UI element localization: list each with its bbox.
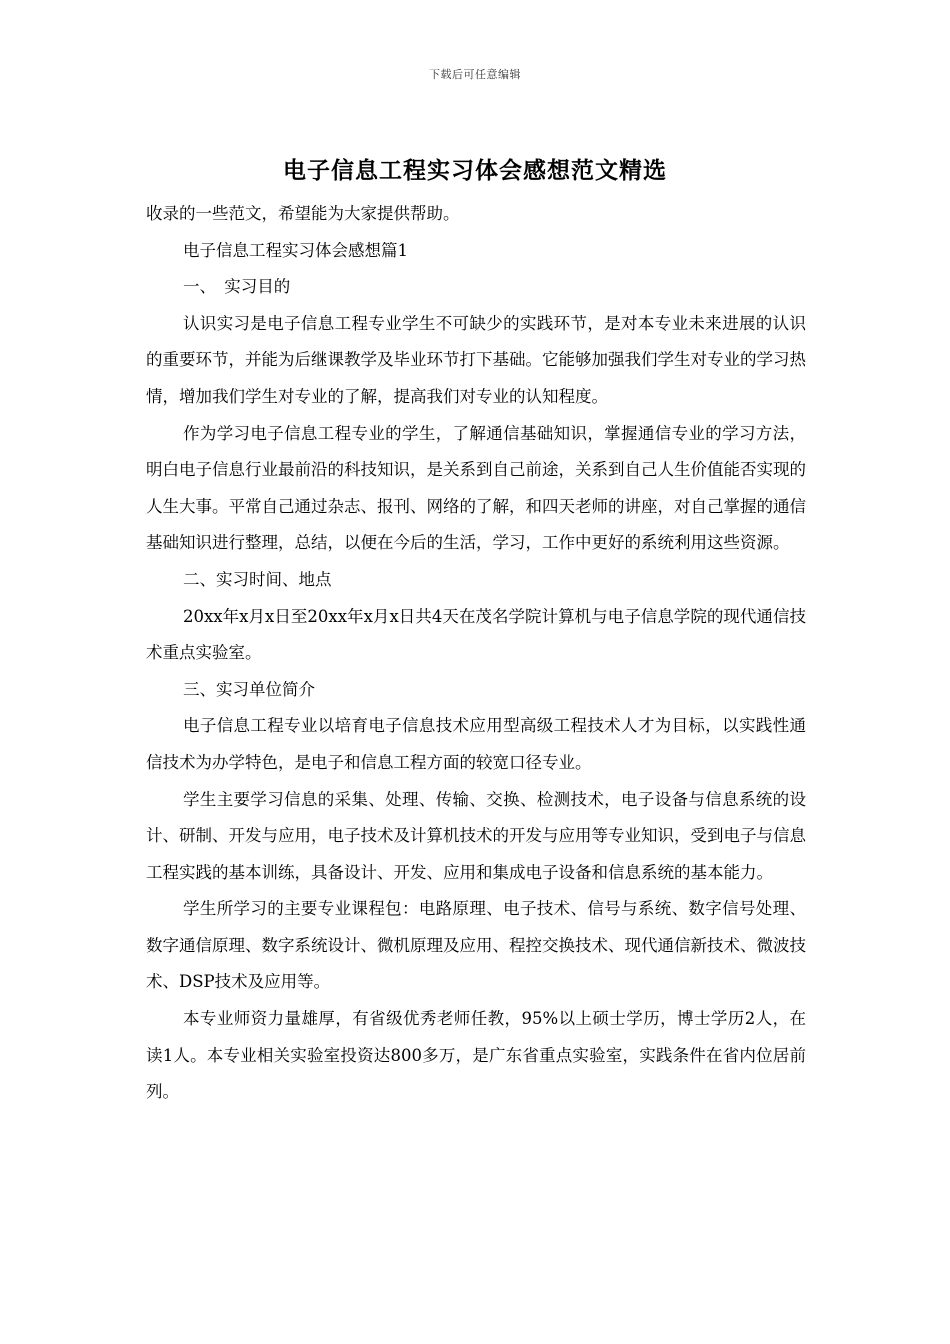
section-heading-unit-intro: 三、实习单位简介 [183, 679, 315, 699]
article-heading: 电子信息工程实习体会感想篇1 [183, 240, 408, 260]
section-heading-purpose: 一、 实习目的 [183, 277, 291, 297]
document-body [146, 196, 806, 1111]
paragraph: 20xx年x月x日至20xx年x月x日共4天在茂名学院计算机与电子信息学院的现代通信技术重点实验室。 [146, 606, 806, 663]
paragraph: 电子信息工程专业以培育电子信息技术应用型高级工程技术人才为目标，以实践性通信技术为办学特色，是电子和信息工程方面的较宽口径专业。 [146, 716, 806, 772]
paragraph: 本专业师资力量雄厚，有省级优秀老师任教，95%以上硕士学历，博士学历2人，在读1人。本专业相关实验室投资达800多万，是广东省重点实验室，实践条件在省内位居前列。 [146, 1009, 806, 1102]
document-title: 电子信息工程实习体会感想范文精选 [283, 157, 667, 184]
paragraph-intro: 收录的一些范文，希望能为大家提供帮助。 [146, 204, 460, 223]
paragraph: 学生主要学习信息的采集、处理、传输、交换、检测技术，电子设备与信息系统的设计、研制、开发与应用，电子技术及计算机技术的开发与应用等专业知识，受到电子与信息工程实践的基本训练，具备设计、开发、应用和集成电子设备和信息系统的基本能力。 [146, 789, 806, 882]
header-note: 下载后可任意编辑 [429, 68, 521, 81]
paragraph: 学生所学习的主要专业课程包：电路原理、电子技术、信号与系统、数字信号处理、数字通信原理、数字系统设计、微机原理及应用、程控交换技术、现代通信新技术、微波技术、DSP技术及应用等。 [146, 899, 806, 992]
section-heading-time-place: 二、实习时间、地点 [183, 569, 332, 589]
paragraph: 作为学习电子信息工程专业的学生，了解通信基础知识，掌握通信专业的学习方法，明白电子信息行业最前沿的科技知识，是关系到自己前途，关系到自己人生价值能否实现的人生大事。平常自己通过杂志、报刊、网络的了解，和四天老师的讲座，对自己掌握的通信基础知识进行整理，总结，以便在今后的生活，学习，工作中更好的系统利用这些资源。 [146, 423, 806, 553]
paragraph: 认识实习是电子信息工程专业学生不可缺少的实践环节，是对本专业未来进展的认识的重要环节，并能为后继课教学及毕业环节打下基础。它能够加强我们学生对专业的学习热情，增加我们学生对专业的了解，提高我们对专业的认知程度。 [146, 313, 806, 406]
